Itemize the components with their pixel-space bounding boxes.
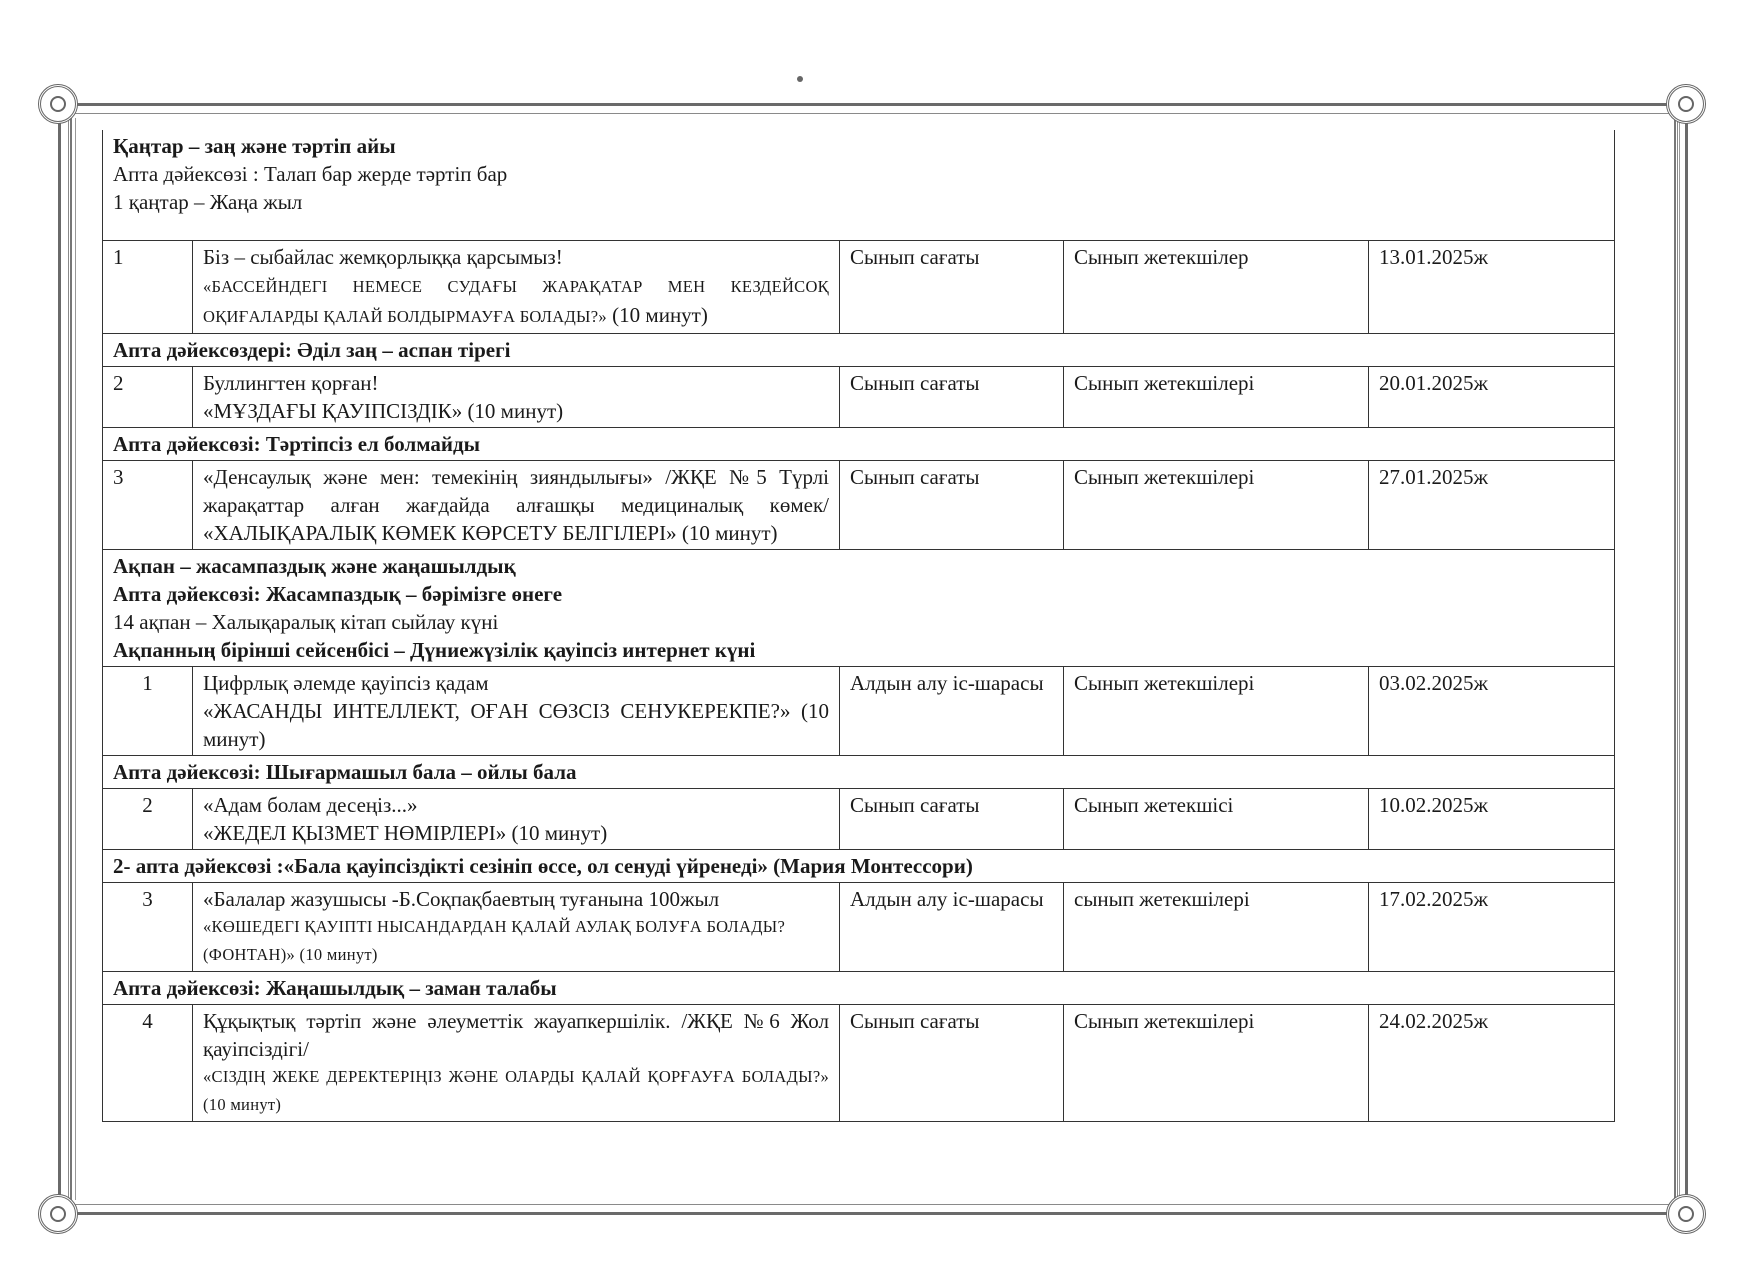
- row-number: 2: [103, 367, 193, 428]
- event-date: 24.02.2025ж: [1369, 1005, 1615, 1122]
- event-date: 10.02.2025ж: [1369, 789, 1615, 850]
- section-row: [103, 334, 1615, 367]
- corner-ornament-top-left: [38, 84, 78, 124]
- corner-ornament-bottom-left: [38, 1194, 78, 1234]
- row-number: 2: [103, 789, 193, 850]
- event-date: 13.01.2025ж: [1369, 241, 1615, 334]
- section-quote: [103, 850, 1615, 883]
- event-line: Буллингтен қорған!: [203, 371, 379, 395]
- holiday-note: 1 қаңтар – Жаңа жыл: [113, 190, 303, 214]
- february-header-row: [103, 550, 1615, 667]
- event-form: Сынып сағаты: [840, 461, 1064, 550]
- february-header: [103, 550, 1615, 667]
- event-title: [193, 367, 840, 428]
- event-responsible: Сынып жетекшілер: [1064, 241, 1369, 334]
- table-row: [103, 241, 1615, 334]
- event-form: Сынып сағаты: [840, 1005, 1064, 1122]
- page-border-left: [70, 118, 76, 1200]
- row-number: 1: [103, 241, 193, 334]
- month-title: Қаңтар – заң және тәртіп айы: [113, 134, 396, 158]
- row-number: 3: [103, 883, 193, 972]
- week-quote: Апта дәйексөзі: Жасампаздық – бәрімізге өнеге: [113, 582, 563, 606]
- event-date: 27.01.2025ж: [1369, 461, 1615, 550]
- event-title: [193, 789, 840, 850]
- table-row: [103, 1005, 1615, 1122]
- event-caps-line: «ЖЕДЕЛ ҚЫЗМЕТ НӨМІРЛЕРІ» (10 минут): [203, 821, 608, 845]
- table-row: [103, 367, 1615, 428]
- month-title: Ақпан – жасампаздық және жаңашылдық: [113, 554, 516, 578]
- event-title: [193, 667, 840, 756]
- event-title: [193, 883, 840, 972]
- event-responsible: Сынып жетекшілері: [1064, 1005, 1369, 1122]
- week-quote: Апта дәйексөзі : Талап бар жерде тәртіп бар: [113, 162, 508, 186]
- event-title: [193, 241, 840, 334]
- event-line: «Балалар жазушысы -Б.Соқпақбаевтың туғанына 100жыл: [203, 887, 720, 911]
- row-number: 1: [103, 667, 193, 756]
- section-text: Апта дәйексөзі: Жаңашылдық – заман талабы: [113, 976, 557, 1000]
- event-responsible: Сынып жетекшісі: [1064, 789, 1369, 850]
- section-text: Апта дәйексөзі: Тәртіпсіз ел болмайды: [113, 432, 481, 456]
- table-row: [103, 667, 1615, 756]
- event-form: Сынып сағаты: [840, 789, 1064, 850]
- event-responsible: Сынып жетекшілері: [1064, 367, 1369, 428]
- section-quote: [103, 334, 1615, 367]
- event-caps-line: «БАССЕЙНДЕГІ НЕМЕСЕ СУДАҒЫ ЖАРАҚАТАР МЕН КЕЗДЕЙСОҚ ОҚИҒАЛАРДЫ ҚАЛАЙ БОЛДЫРМАУҒА БОЛАДЫ?»: [203, 277, 829, 326]
- section-quote: [103, 972, 1615, 1005]
- event-caps-line: «МҰЗДАҒЫ ҚАУІПСІЗДІК» (10 минут): [203, 399, 564, 423]
- event-duration: (10 минут): [606, 303, 708, 327]
- section-text: 2- апта дәйексөзі :«Бала қауіпсіздікті сезініп өссе, ол сенуді үйренеді» (Мария Монтессори): [113, 854, 973, 878]
- table-row: [103, 461, 1615, 550]
- event-title: «Денсаулық және мен: темекінің зияндылығы» /ЖҚЕ №5 Түрлі жарақаттар алған жағдайда алғашқы медициналық көмек/ «ХАЛЫҚАРАЛЫҚ КӨМЕК КӨРСЕТУ БЕЛГІЛЕРІ» (10 минут): [193, 461, 840, 550]
- january-header: [103, 130, 1615, 241]
- section-text: Апта дәйексөзі: Шығармашыл бала – ойлы бала: [113, 760, 577, 784]
- january-header-row: [103, 130, 1615, 241]
- event-date: 17.02.2025ж: [1369, 883, 1615, 972]
- row-number: 4: [103, 1005, 193, 1122]
- event-line: «Адам болам десеңіз...»: [203, 793, 418, 817]
- section-row: [103, 428, 1615, 461]
- event-line: Цифрлық әлемде қауіпсіз қадам: [203, 671, 489, 695]
- section-quote: [103, 428, 1615, 461]
- events-table: [102, 130, 1615, 1122]
- corner-ornament-bottom-right: [1666, 1194, 1706, 1234]
- table-row: [103, 883, 1615, 972]
- event-date: 20.01.2025ж: [1369, 367, 1615, 428]
- event-line: Біз – сыбайлас жемқорлыққа қарсымыз!: [203, 245, 563, 269]
- section-quote: [103, 756, 1615, 789]
- event-caps-line: «КӨШЕДЕГІ ҚАУІПТІ НЫСАНДАРДАН ҚАЛАЙ АУЛАҚ БОЛУҒА БОЛАДЫ? (ФОНТАН)» (10 минут): [203, 917, 786, 964]
- event-responsible: сынып жетекшілері: [1064, 883, 1369, 972]
- page-border-right: [1674, 118, 1680, 1200]
- holiday-note: 14 ақпан – Халықаралық кітап сыйлау күні: [113, 610, 499, 634]
- event-responsible: Сынып жетекшілері: [1064, 461, 1369, 550]
- event-form: Сынып сағаты: [840, 241, 1064, 334]
- event-caps-line: «СІЗДІҢ ЖЕКЕ ДЕРЕКТЕРІҢІЗ ЖӘНЕ ОЛАРДЫ ҚАЛАЙ ҚОРҒАУҒА БОЛАДЫ?» (10 минут): [203, 1067, 829, 1114]
- section-row: [103, 850, 1615, 883]
- table-row: [103, 789, 1615, 850]
- section-row: [103, 756, 1615, 789]
- section-row: [103, 972, 1615, 1005]
- internet-day-note: Ақпанның бірінші сейсенбісі – Дүниежүзілік қауіпсіз интернет күні: [113, 638, 756, 662]
- section-text: Апта дәйексөздері: Әділ заң – аспан тірегі: [113, 338, 511, 362]
- row-number: 3: [103, 461, 193, 550]
- event-form: Алдын алу іс-шарасы: [840, 667, 1064, 756]
- event-title: [193, 1005, 840, 1122]
- event-line: Құқықтық тәртіп және әлеуметтік жауапкершілік. /ЖҚЕ №6 Жол қауіпсіздігі/: [203, 1009, 829, 1061]
- event-form: Сынып сағаты: [840, 367, 1064, 428]
- event-form: Алдын алу іс-шарасы: [840, 883, 1064, 972]
- corner-ornament-top-right: [1666, 84, 1706, 124]
- event-date: 03.02.2025ж: [1369, 667, 1615, 756]
- event-responsible: Сынып жетекшілері: [1064, 667, 1369, 756]
- scan-speck: [797, 76, 803, 82]
- event-caps-line: «ЖАСАНДЫ ИНТЕЛЛЕКТ, ОҒАН СӨЗСІЗ СЕНУКЕРЕКПЕ?» (10 минут): [203, 699, 829, 751]
